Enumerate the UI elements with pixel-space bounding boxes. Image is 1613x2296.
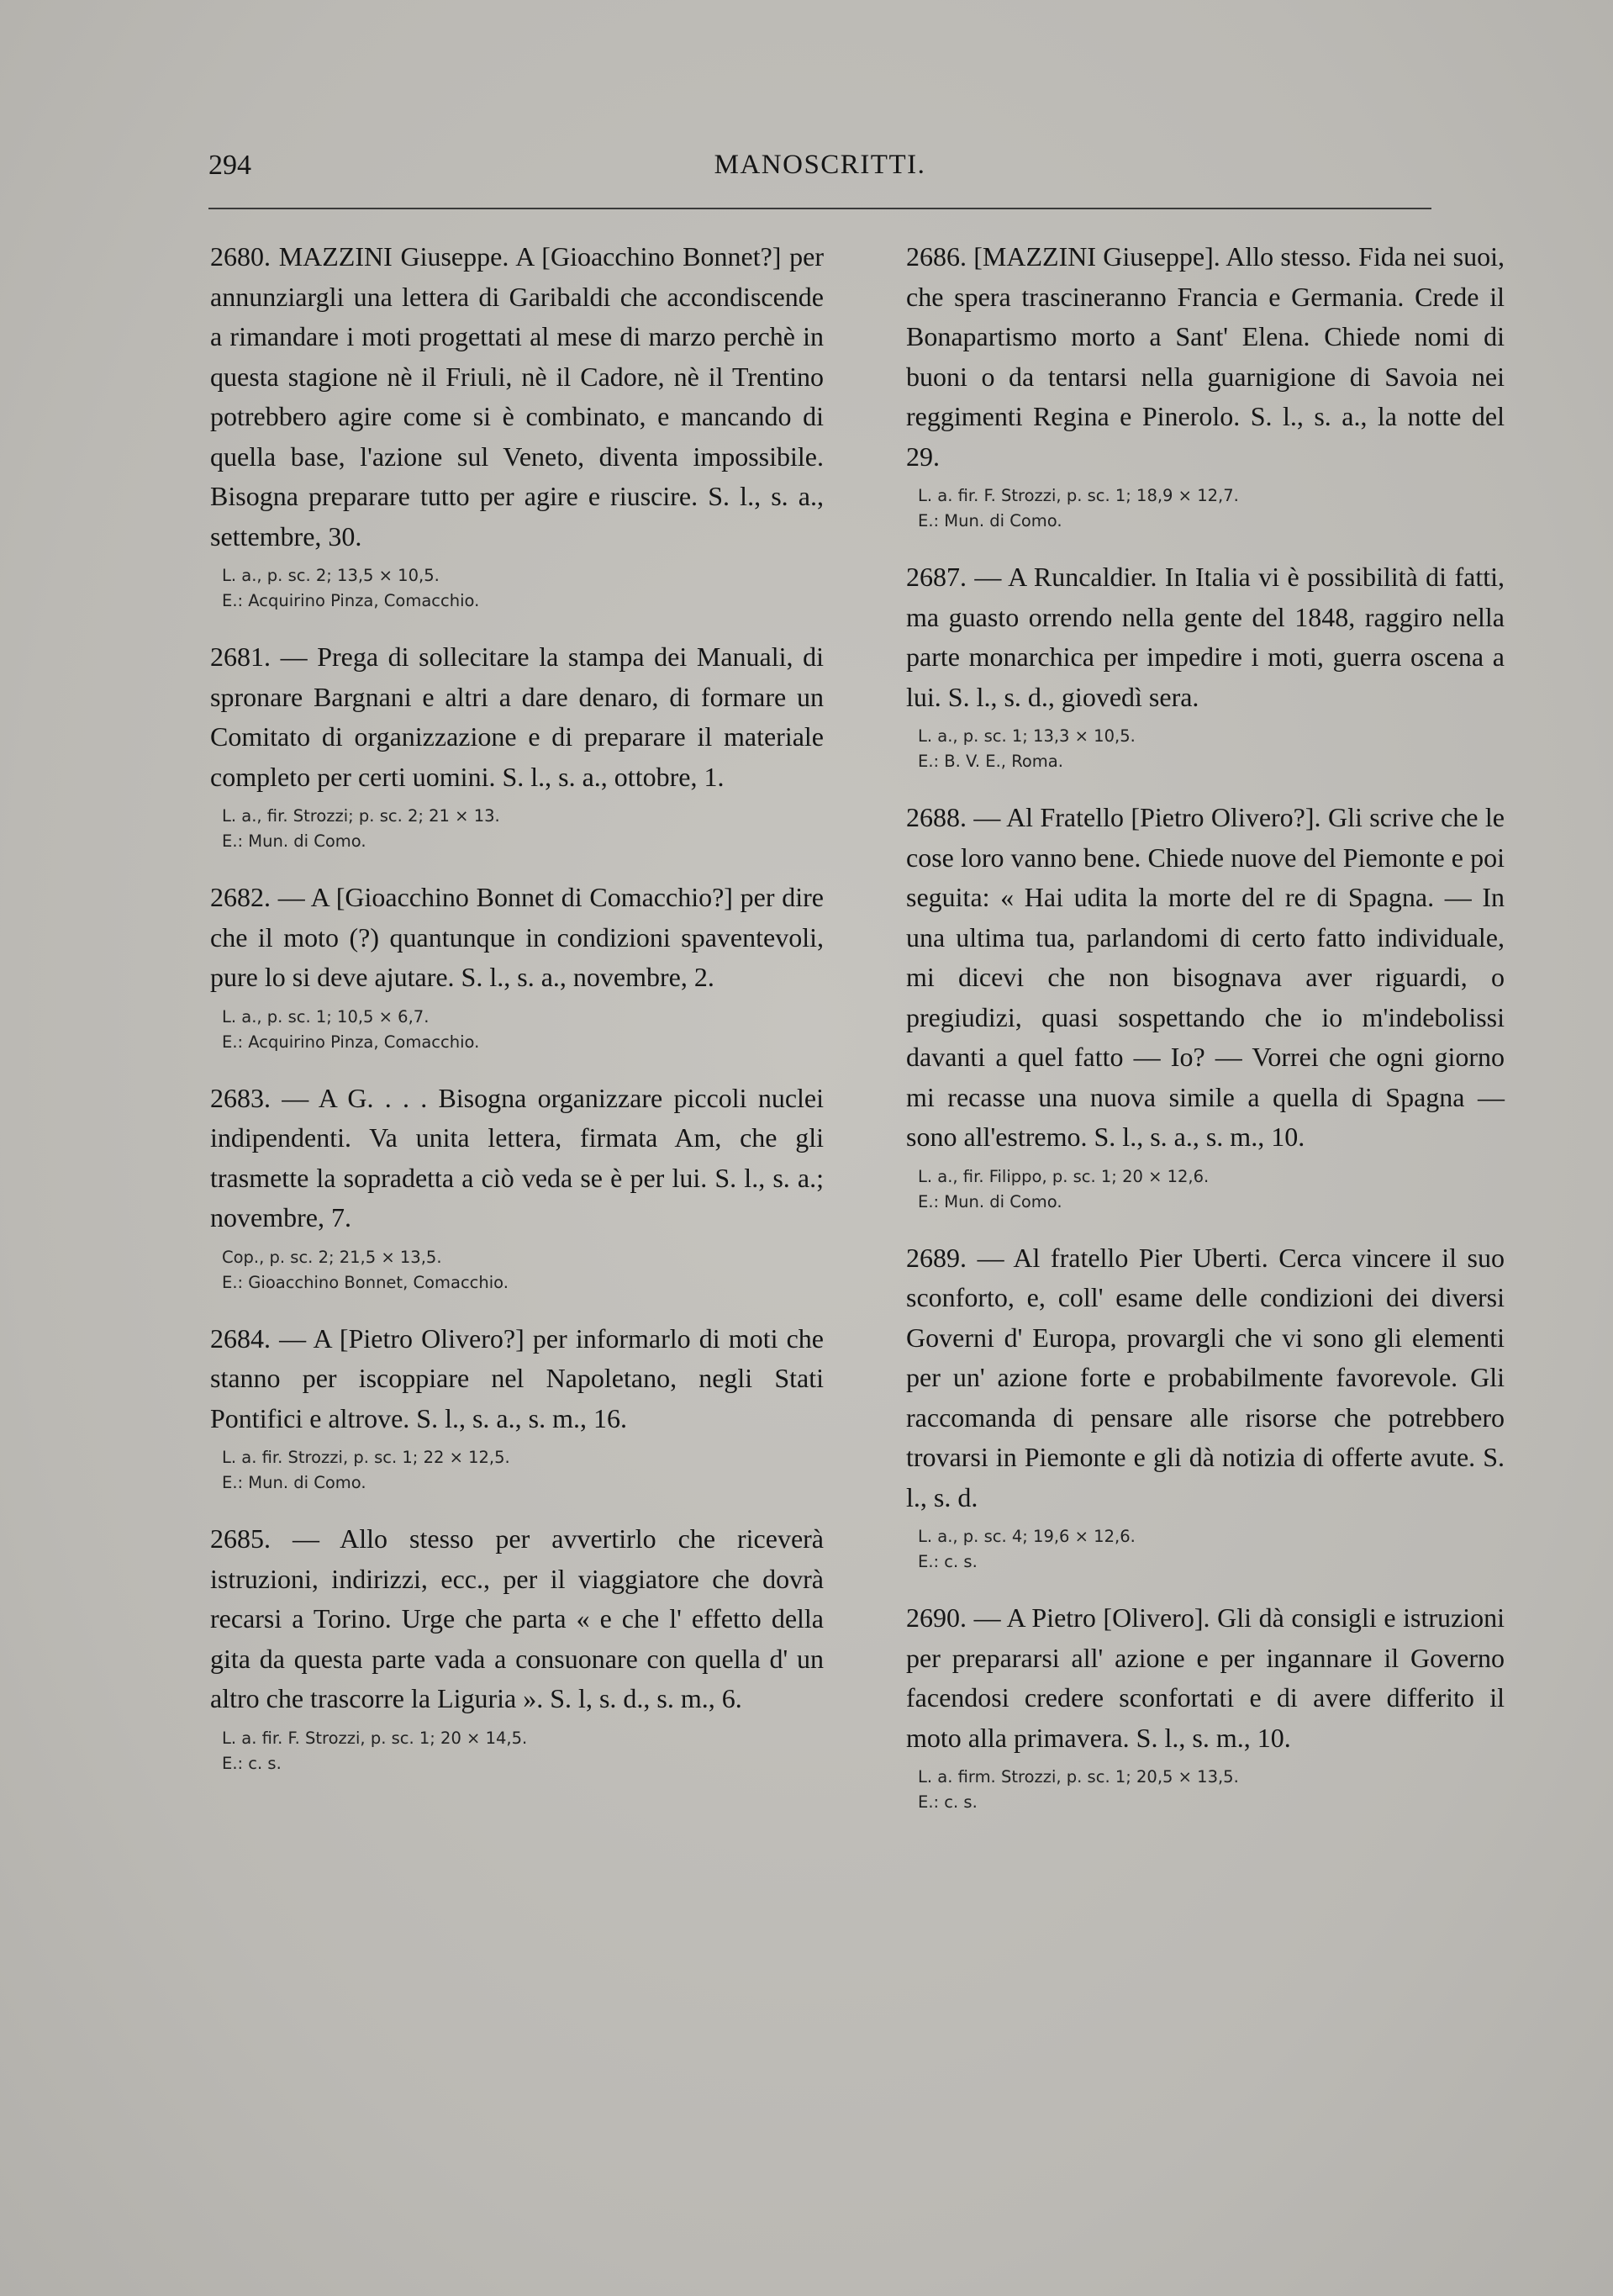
entry-meta xyxy=(222,804,824,854)
entry-meta xyxy=(918,724,1505,774)
entry-description: L. a., p. sc. 4; 19,6 × 12,6. xyxy=(918,1527,1136,1546)
entry-text: 2684. — A [Pietro Olivero?] per informarlo di moti che stanno per iscoppiare nel Napoletano, negli Stati Pontifici e altrove. S. l., s. a., s. m., 16. xyxy=(210,1322,824,1433)
right-column xyxy=(906,237,1505,1839)
entry-meta xyxy=(222,563,824,614)
entry-owner: E.: B. V. E., Roma. xyxy=(918,752,1063,771)
entry-text: 2687. — A Runcaldier. In Italia vi è possibilità di fatti, ma guasto orrendo nella gente del 1848, raggiro nella parte monarchica per impedire i moti, guerra oscena a lui. S. l., s. d., giovedì sera. xyxy=(906,562,1505,712)
entry-owner: E.: Mun. di Como. xyxy=(222,1473,366,1492)
catalog-entry xyxy=(906,1598,1505,1815)
entry-meta xyxy=(918,1765,1505,1815)
catalog-entry xyxy=(210,1519,824,1776)
running-title: MANOSCRITTI. xyxy=(714,150,926,180)
entry-owner: E.: c. s. xyxy=(918,1792,978,1812)
entry-description: L. a. firm. Strozzi, p. sc. 1; 20,5 × 13,5. xyxy=(918,1767,1239,1787)
catalog-entry xyxy=(906,1238,1505,1576)
entry-description: L. a. fir. F. Strozzi, p. sc. 1; 20 × 14,5. xyxy=(222,1728,528,1748)
entry-description: L. a., fir. Filippo, p. sc. 1; 20 × 12,6. xyxy=(918,1166,1210,1186)
entry-owner: E.: c. s. xyxy=(918,1552,978,1571)
catalog-entry xyxy=(210,1319,824,1496)
entry-text: 2688. — Al Fratello [Pietro Olivero?]. Gli scrive che le cose loro vanno bene. Chiede nuove del Piemonte e poi seguita: « Hai udita la morte del re di Spagna. — In una ultima tua, parlandomi di certo fatto individuale, mi dicevi che non bisognava aver riguardi, o pregiudizi, quasi sospettando che io m'indebolissi davanti a quel fatto — Io? — Vorrei che ogni giorno mi recasse una nuova simile a quella di Spagna — sono all'estremo. S. l., s. a., s. m., 10. xyxy=(906,802,1505,1152)
entry-text: 2686. [MAZZINI Giuseppe]. Allo stesso. Fida nei suoi, che spera trascineranno Francia e Germania. Crede il Bonapartismo morto a Sant' Elena. Chiede nomi di buoni o da tentarsi nella guarnigione di Savoia nei reggimenti Regina e Pinerolo. S. l., s. a., la notte del 29. xyxy=(906,241,1505,472)
entry-text: 2683. — A G. . . . Bisogna organizzare piccoli nuclei indipendenti. Va unita lettera, firmata Am, che gli trasmette la sopradetta a ciò veda se è per lui. S. l., s. a.; novembre, 7. xyxy=(210,1082,824,1232)
entry-owner: E.: Mun. di Como. xyxy=(918,1191,1062,1211)
entry-description: L. a., p. sc. 2; 13,5 × 10,5. xyxy=(222,566,440,585)
entry-text: 2685. — Allo stesso per avvertirlo che riceverà istruzioni, indirizzi, ecc., per il viaggiatore che dovrà recarsi a Torino. Urge che parta « e che l' effetto della gita da questa parte vada a consuonare con quella d' un altro che trascorre la Liguria ». S. l, s. d., s. m., 6. xyxy=(210,1523,824,1713)
entry-meta xyxy=(918,483,1505,534)
catalog-entry xyxy=(210,237,824,614)
entry-owner: E.: Mun. di Como. xyxy=(222,831,366,851)
entry-meta xyxy=(222,1726,824,1776)
catalog-entry xyxy=(906,557,1505,774)
page-header xyxy=(208,150,1431,192)
catalog-entry xyxy=(906,798,1505,1215)
catalog-entry xyxy=(210,1079,824,1296)
left-column xyxy=(210,237,824,1800)
entry-meta xyxy=(918,1524,1505,1575)
catalog-entry xyxy=(906,237,1505,534)
entry-text: 2682. — A [Gioacchino Bonnet di Comacchio?] per dire che il moto (?) quantunque in condizioni spaventevoli, pure lo si deve ajutare. S. l., s. a., novembre, 2. xyxy=(210,882,824,992)
entry-owner: E.: Acquirino Pinza, Comacchio. xyxy=(222,591,480,610)
entry-meta xyxy=(222,1005,824,1055)
entry-meta xyxy=(222,1245,824,1296)
entry-meta xyxy=(918,1164,1505,1215)
entry-owner: E.: Mun. di Como. xyxy=(918,511,1062,530)
header-divider xyxy=(208,208,1431,209)
entry-description: Cop., p. sc. 2; 21,5 × 13,5. xyxy=(222,1247,442,1267)
catalog-entry xyxy=(210,637,824,854)
entry-text: 2680. MAZZINI Giuseppe. A [Gioacchino Bonnet?] per annunziargli una lettera di Garibaldi che accondiscende a rimandare i moti progettati al mese di marzo perchè in questa stagione nè il Friuli, nè il Cadore, nè il Trentino potrebbero agire come si è combinato, e mancando di quella base, l'azione sul Veneto, diventa impossibile. Bisogna preparare tutto per agire e riuscire. S. l., s. a., settembre, 30. xyxy=(210,241,824,552)
entry-description: L. a., fir. Strozzi; p. sc. 2; 21 × 13. xyxy=(222,806,500,826)
page-number: 294 xyxy=(208,150,251,181)
catalog-entry xyxy=(210,878,824,1055)
entry-owner: E.: c. s. xyxy=(222,1753,282,1773)
entry-description: L. a., p. sc. 1; 10,5 × 6,7. xyxy=(222,1006,430,1027)
entry-owner: E.: Acquirino Pinza, Comacchio. xyxy=(222,1032,480,1052)
entry-description: L. a. fir. Strozzi, p. sc. 1; 22 × 12,5. xyxy=(222,1448,510,1467)
entry-description: L. a. fir. F. Strozzi, p. sc. 1; 18,9 × 12,7. xyxy=(918,486,1239,505)
entry-description: L. a., p. sc. 1; 13,3 × 10,5. xyxy=(918,726,1136,746)
entry-meta xyxy=(222,1445,824,1496)
entry-owner: E.: Gioacchino Bonnet, Comacchio. xyxy=(222,1272,509,1292)
entry-text: 2689. — Al fratello Pier Uberti. Cerca vincere il suo sconforto, e, coll' esame delle condizioni dei diversi Governi d' Europa, provargli che vi sono gli elementi per un' azione forte e probabilmente favorevole. Gli raccomanda di pensare alle risorse che potrebbero trovarsi in Piemonte e gli dà notizia di offerte avute. S. l., s. d. xyxy=(906,1242,1505,1512)
entry-text: 2690. — A Pietro [Olivero]. Gli dà consigli e istruzioni per prepararsi all' azione e per ingannare il Governo facendosi credere sconfortati e di avere differito il moto alla primavera. S. l., s. m., 10. xyxy=(906,1602,1505,1753)
entry-text: 2681. — Prega di sollecitare la stampa dei Manuali, di spronare Bargnani e altri a dare denaro, di formare un Comitato di organizzazione e di preparare il materiale completo per certi uomini. S. l., s. a., ottobre, 1. xyxy=(210,641,824,792)
